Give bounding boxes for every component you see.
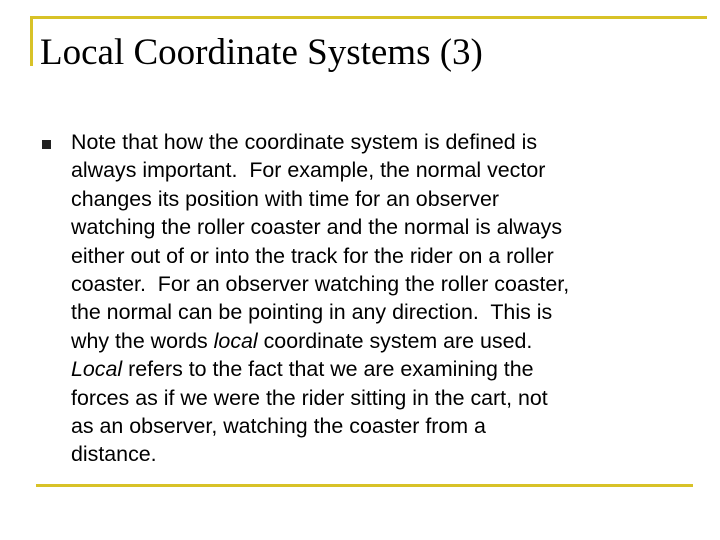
text-run: why the words: [71, 328, 214, 353]
text-run: always important. For example, the normal vector: [71, 158, 546, 183]
bullet-text: [71, 128, 693, 469]
text-run: watching the roller coaster and the normal is always: [71, 215, 563, 240]
text-run: refers to the fact that we are examining the: [122, 357, 534, 382]
text-run: the normal can be pointing in any direction. This is: [71, 300, 553, 325]
title-frame-left-rule: [30, 16, 33, 66]
text-run: either out of or into the track for the rider on a roller: [71, 243, 554, 268]
text-run: distance.: [71, 442, 157, 467]
text-run: Note that how the coordinate system is defined is: [71, 130, 538, 154]
title-frame-top-rule: [30, 16, 707, 19]
text-run: coordinate system are used.: [257, 328, 533, 353]
text-run: as an observer, watching the coaster from a: [71, 414, 486, 439]
text-run: coaster. For an observer watching the roller coaster,: [71, 272, 570, 297]
italic-text-run: Local: [71, 357, 123, 382]
text-run: changes its position with time for an observer: [71, 186, 500, 211]
content-bottom-rule: [36, 484, 693, 487]
slide-title: Local Coordinate Systems (3): [40, 32, 483, 73]
square-bullet-icon: [42, 140, 51, 149]
italic-text-run: local: [213, 328, 258, 353]
text-run: forces as if we were the rider sitting in the cart, not: [71, 385, 548, 410]
